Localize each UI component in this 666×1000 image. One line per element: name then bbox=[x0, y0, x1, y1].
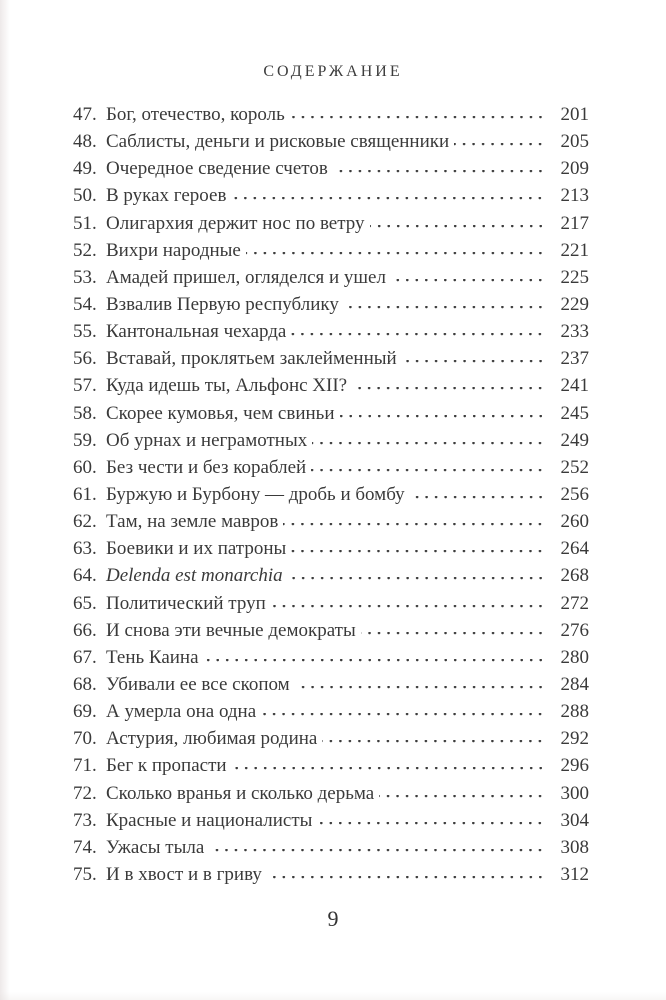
scan-edge-artifact-bottom bbox=[0, 992, 666, 1000]
toc-entry-number: 60. bbox=[73, 456, 97, 478]
dot-leader bbox=[271, 605, 546, 609]
toc-entry bbox=[73, 457, 589, 484]
toc-entry-title: Саблисты, деньги и рисковые священники bbox=[106, 131, 450, 153]
dot-leader bbox=[295, 686, 546, 690]
toc-entry-page: 225 bbox=[560, 266, 589, 288]
dot-leader bbox=[340, 415, 546, 419]
toc-entry-title: Очередное сведение счетов bbox=[106, 158, 328, 180]
toc-entry bbox=[73, 783, 589, 810]
toc-entry-number: 64. bbox=[73, 565, 97, 587]
toc-entry bbox=[73, 674, 589, 701]
toc-entry-number: 54. bbox=[73, 293, 97, 315]
toc-entry-title: Амадей пришел, огляделся и ушел bbox=[106, 266, 386, 288]
toc-list bbox=[73, 104, 589, 891]
toc-entry-page: 256 bbox=[560, 483, 589, 505]
toc-entry-number: 68. bbox=[73, 673, 97, 695]
toc-entry bbox=[73, 593, 589, 620]
toc-entry-title: Сколько вранья и сколько дерьма bbox=[106, 782, 375, 804]
dot-leader bbox=[361, 632, 546, 636]
dot-leader bbox=[370, 225, 546, 229]
toc-entry-page: 308 bbox=[560, 836, 589, 858]
toc-entry-title: Астурия, любимая родина bbox=[106, 728, 318, 750]
toc-entry-title: Олигархия держит нос по ветру bbox=[106, 212, 365, 234]
toc-entry bbox=[73, 185, 589, 212]
toc-entry bbox=[73, 240, 589, 267]
toc-entry-page: 268 bbox=[560, 565, 589, 587]
toc-entry-number: 48. bbox=[73, 131, 97, 153]
toc-entry bbox=[73, 158, 589, 185]
toc-entry bbox=[73, 620, 589, 647]
toc-entry-page: 276 bbox=[560, 619, 589, 641]
toc-entry-title: Вихри народные bbox=[106, 239, 241, 261]
toc-entry bbox=[73, 647, 589, 674]
toc-entry bbox=[73, 511, 589, 538]
toc-entry-title: Вставай, проклятьем заклейменный bbox=[106, 348, 397, 370]
toc-entry-number: 55. bbox=[73, 321, 97, 343]
toc-entry-number: 75. bbox=[73, 863, 97, 885]
toc-entry bbox=[73, 864, 589, 891]
toc-entry bbox=[73, 484, 589, 511]
dot-leader bbox=[290, 116, 546, 120]
toc-entry-page: 213 bbox=[560, 185, 589, 207]
toc-entry-page: 260 bbox=[560, 511, 589, 533]
toc-entry-number: 70. bbox=[73, 728, 97, 750]
toc-entry bbox=[73, 321, 589, 348]
toc-entry-page: 252 bbox=[560, 456, 589, 478]
toc-entry-number: 72. bbox=[73, 782, 97, 804]
toc-entry-page: 209 bbox=[560, 158, 589, 180]
toc-entry-title: Кантональная чехарда bbox=[106, 321, 287, 343]
toc-entry-title: А умерла она одна bbox=[106, 701, 257, 723]
toc-entry-page: 304 bbox=[560, 809, 589, 831]
toc-entry-title: Скорее кумовья, чем свиньи bbox=[106, 402, 335, 424]
toc-entry-title: Убивали ее все скопом bbox=[106, 673, 290, 695]
toc-entry bbox=[73, 213, 589, 240]
toc-entry-number: 71. bbox=[73, 755, 97, 777]
dot-leader bbox=[454, 143, 546, 147]
toc-entry-number: 62. bbox=[73, 511, 97, 533]
toc-entry bbox=[73, 294, 589, 321]
dot-leader bbox=[261, 713, 546, 717]
toc-entry-number: 57. bbox=[73, 375, 97, 397]
toc-entry bbox=[73, 728, 589, 755]
dot-leader bbox=[267, 876, 546, 880]
toc-entry bbox=[73, 810, 589, 837]
toc-entry-title: Куда идешь ты, Альфонс XII? bbox=[106, 375, 348, 397]
toc-entry-number: 47. bbox=[73, 104, 97, 125]
toc-entry bbox=[73, 104, 589, 131]
dot-leader bbox=[283, 523, 546, 527]
toc-entry-number: 49. bbox=[73, 158, 97, 180]
dot-leader bbox=[379, 795, 546, 799]
toc-entry-title: Там, на земле мавров bbox=[106, 511, 279, 533]
toc-entry-number: 66. bbox=[73, 619, 97, 641]
toc-entry bbox=[73, 375, 589, 402]
dot-leader bbox=[291, 333, 546, 337]
toc-entry-page: 241 bbox=[560, 375, 589, 397]
toc-entry-title: Бог, отечество, король bbox=[106, 104, 285, 125]
contents-heading: СОДЕРЖАНИЕ bbox=[263, 63, 403, 80]
dot-leader bbox=[322, 740, 546, 744]
dot-leader bbox=[204, 659, 546, 663]
toc-entry-title: Красные и националисты bbox=[106, 809, 313, 831]
toc-entry-number: 59. bbox=[73, 429, 97, 451]
toc-entry-page: 221 bbox=[560, 239, 589, 261]
toc-entry bbox=[73, 701, 589, 728]
toc-entry-title: И снова эти вечные демократы bbox=[106, 619, 356, 641]
dot-leader bbox=[311, 469, 546, 473]
toc-entry-number: 53. bbox=[73, 266, 97, 288]
toc-entry-page: 292 bbox=[560, 728, 589, 750]
toc-entry-number: 50. bbox=[73, 185, 97, 207]
toc-entry-number: 56. bbox=[73, 348, 97, 370]
toc-entry-number: 69. bbox=[73, 701, 97, 723]
dot-leader bbox=[288, 577, 546, 581]
toc-entry-title: Политический труп bbox=[106, 592, 266, 614]
toc-entry bbox=[73, 430, 589, 457]
toc-entry-title: Взвалив Первую республику bbox=[106, 293, 339, 315]
dot-leader bbox=[209, 849, 546, 853]
toc-entry-title: Бег к пропасти bbox=[106, 755, 227, 777]
toc-entry-page: 300 bbox=[560, 782, 589, 804]
dot-leader bbox=[291, 550, 546, 554]
toc-entry-number: 74. bbox=[73, 836, 97, 858]
toc-entry bbox=[73, 131, 589, 158]
toc-entry-page: 233 bbox=[560, 321, 589, 343]
toc-entry-page: 229 bbox=[560, 293, 589, 315]
toc-entry bbox=[73, 403, 589, 430]
toc-entry-page: 237 bbox=[560, 348, 589, 370]
toc-entry bbox=[73, 348, 589, 375]
toc-entry-page: 249 bbox=[560, 429, 589, 451]
toc-entry-number: 51. bbox=[73, 212, 97, 234]
dot-leader bbox=[333, 170, 546, 174]
toc-entry-number: 73. bbox=[73, 809, 97, 831]
toc-entry-title: И в хвост и в гриву bbox=[106, 863, 262, 885]
toc-entry-page: 205 bbox=[560, 131, 589, 153]
toc-entry bbox=[73, 755, 589, 782]
toc-entry-page: 312 bbox=[560, 863, 589, 885]
toc-entry-title: Об урнах и неграмотных bbox=[106, 429, 308, 451]
toc-entry bbox=[73, 267, 589, 294]
toc-entry-number: 65. bbox=[73, 592, 97, 614]
page-number-folio: 9 bbox=[327, 906, 339, 931]
toc-entry-page: 217 bbox=[560, 212, 589, 234]
toc-entry-title: Delenda est monarchia bbox=[106, 565, 283, 587]
toc-entry-number: 63. bbox=[73, 538, 97, 560]
toc-entry-title: В руках героев bbox=[106, 185, 227, 207]
toc-entry-title: Боевики и их патроны bbox=[106, 538, 287, 560]
toc-entry-page: 264 bbox=[560, 538, 589, 560]
dot-leader bbox=[344, 306, 546, 310]
toc-entry-page: 280 bbox=[560, 646, 589, 668]
toc-entry-page: 245 bbox=[560, 402, 589, 424]
toc-entry-page: 288 bbox=[560, 701, 589, 723]
toc-entry-title: Без чести и без кораблей bbox=[106, 456, 307, 478]
dot-leader bbox=[391, 279, 546, 283]
dot-leader bbox=[232, 767, 546, 771]
toc-entry-page: 272 bbox=[560, 592, 589, 614]
toc-entry bbox=[73, 538, 589, 565]
dot-leader bbox=[410, 496, 546, 500]
toc-entry-number: 61. bbox=[73, 483, 97, 505]
toc-entry-title: Тень Каина bbox=[106, 646, 199, 668]
toc-entry-number: 58. bbox=[73, 402, 97, 424]
dot-leader bbox=[402, 360, 546, 364]
toc-entry-page: 201 bbox=[560, 104, 589, 125]
toc-entry bbox=[73, 565, 589, 592]
dot-leader bbox=[312, 442, 546, 446]
dot-leader bbox=[352, 387, 546, 391]
toc-entry-page: 296 bbox=[560, 755, 589, 777]
dot-leader bbox=[317, 822, 546, 826]
toc-entry-title: Буржую и Бурбону — дробь и бомбу bbox=[106, 483, 405, 505]
scan-edge-artifact-left bbox=[0, 0, 10, 1000]
dot-leader bbox=[246, 252, 546, 256]
toc-entry-number: 52. bbox=[73, 239, 97, 261]
toc-entry-page: 284 bbox=[560, 673, 589, 695]
toc-entry-number: 67. bbox=[73, 646, 97, 668]
dot-leader bbox=[231, 197, 546, 201]
toc-entry bbox=[73, 837, 589, 864]
toc-entry-title: Ужасы тыла bbox=[106, 836, 205, 858]
